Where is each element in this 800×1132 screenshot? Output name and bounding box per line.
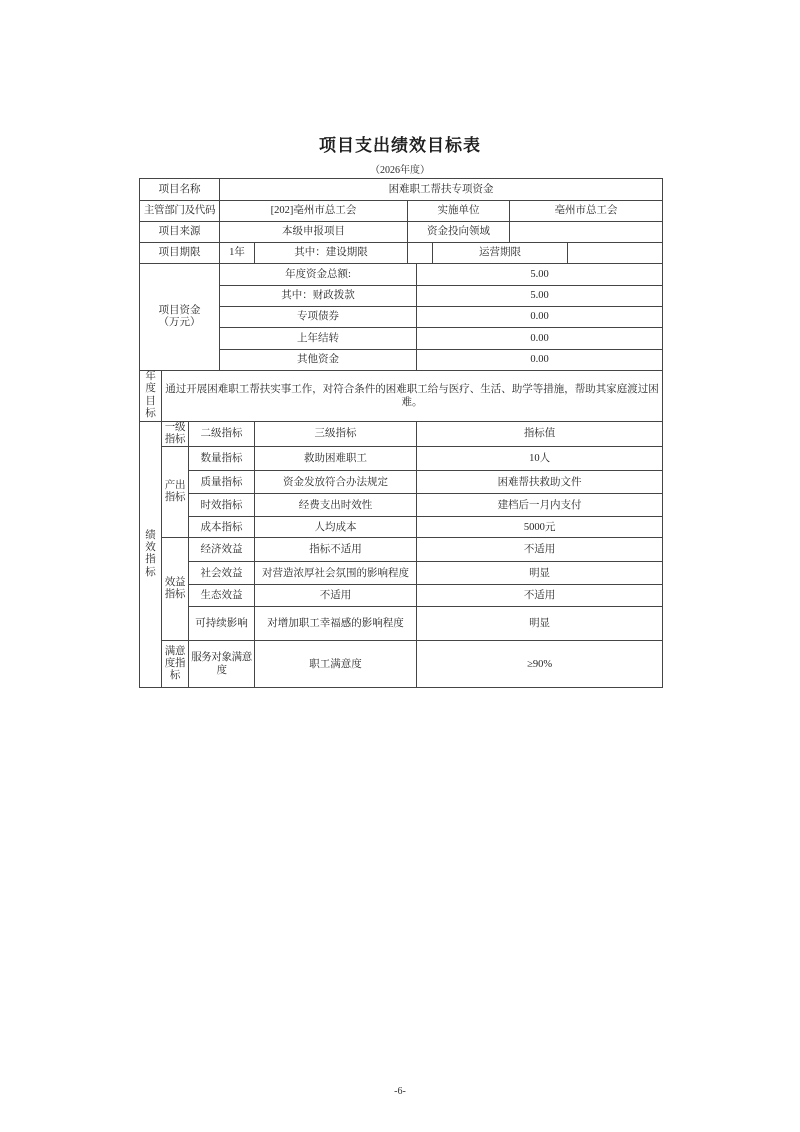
annual-goal-label: 年度 目标 [140,371,162,422]
output-quantity-l2: 数量指标 [189,447,255,471]
project-name-label: 项目名称 [140,179,220,201]
row-output-cost [140,517,663,538]
impl-unit-value: 亳州市总工会 [510,201,663,222]
funds-other-label: 其他资金 [220,350,417,371]
benefit-ecological-l2: 生态效益 [189,585,255,607]
benefit-ecological-l3: 不适用 [255,585,417,607]
benefit-social-l2: 社会效益 [189,562,255,585]
funds-bond-value: 0.00 [417,307,663,328]
benefit-group-label: 效益 指标 [162,538,189,641]
header-level3: 三级指标 [255,421,417,447]
operate-period-value [568,243,663,264]
benefit-economic-l2: 经济效益 [189,538,255,562]
benefit-ecological-value: 不适用 [417,585,663,607]
output-cost-l2: 成本指标 [189,517,255,538]
row-benefit-economic [140,538,663,562]
period-label: 项目期限 [140,243,220,264]
funds-carryover-label: 上年结转 [220,328,417,350]
row-benefit-ecological [140,585,663,607]
annual-goal-text: 通过开展困难职工帮扶实事工作，对符合条件的困难职工给与医疗、生活、助学等措施，帮助其家庭渡过困难。 [162,371,663,422]
output-quality-value: 困难帮扶救助文件 [417,471,663,494]
output-group-label: 产出 指标 [162,447,189,538]
invest-field-value [510,222,663,243]
benefit-economic-value: 不适用 [417,538,663,562]
row-source [140,222,663,243]
funds-other-value: 0.00 [417,350,663,371]
output-cost-value: 5000元 [417,517,663,538]
source-value: 本级申报项目 [220,222,408,243]
build-period-value [408,243,433,264]
row-satisfaction [140,641,663,688]
row-indicator-header [140,421,663,447]
funds-total-label: 年度资金总额: [220,264,417,286]
dept-value: [202]亳州市总工会 [220,201,408,222]
perf-side-label: 绩 效 指 标 [140,421,162,688]
row-funds-total [140,264,663,286]
output-timeliness-l3: 经费支出时效性 [255,494,417,517]
funds-fiscal-label: 其中：财政拨款 [220,286,417,307]
output-quality-l3: 资金发放符合办法规定 [255,471,417,494]
funds-fiscal-value: 5.00 [417,286,663,307]
row-benefit-social [140,562,663,585]
dept-label: 主管部门及代码 [140,201,220,222]
satisfaction-group-label: 满意 度指 标 [162,641,189,688]
output-timeliness-value: 建档后一月内支付 [417,494,663,517]
project-name-value: 困难职工帮扶专项资金 [220,179,663,201]
header-level1: 一级 指标 [162,421,189,447]
row-benefit-sustain [140,607,663,641]
funds-total-value: 5.00 [417,264,663,286]
funds-bond-label: 专项债券 [220,307,417,328]
row-annual-goal [140,371,663,422]
funds-carryover-value: 0.00 [417,328,663,350]
benefit-sustain-l3: 对增加职工幸福感的影响程度 [255,607,417,641]
row-project-name [140,179,663,201]
row-department [140,201,663,222]
row-output-quality [140,471,663,494]
output-quantity-l3: 救助困难职工 [255,447,417,471]
build-period-label: 其中：建设期限 [255,243,408,264]
row-period [140,243,663,264]
benefit-sustain-l2: 可持续影响 [189,607,255,641]
funds-label [140,264,220,371]
benefit-social-l3: 对营造浓厚社会氛围的影响程度 [255,562,417,585]
page-number: -6- [394,1086,406,1097]
benefit-economic-l3: 指标不适用 [255,538,417,562]
output-quantity-value: 10人 [417,447,663,471]
output-timeliness-l2: 时效指标 [189,494,255,517]
operate-period-label: 运营期限 [433,243,568,264]
doc-title: 项目支出绩效目标表 [319,136,481,155]
output-quality-l2: 质量指标 [189,471,255,494]
invest-field-label: 资金投向领域 [408,222,510,243]
funds-label-line1: 项目资金 [158,304,201,316]
benefit-social-value: 明显 [417,562,663,585]
funds-label-line2: （万元） [158,317,201,328]
row-output-quantity [140,447,663,471]
period-value: 1年 [220,243,255,264]
benefit-sustain-value: 明显 [417,607,663,641]
header-value: 指标值 [417,421,663,447]
doc-subtitle: （2026年度） [370,165,430,176]
output-cost-l3: 人均成本 [255,517,417,538]
row-output-timeliness [140,494,663,517]
satisfaction-l2: 服务对象满意度 [189,641,255,688]
satisfaction-l3: 职工满意度 [255,641,417,688]
source-label: 项目来源 [140,222,220,243]
performance-target-table [139,178,663,688]
header-level2: 二级指标 [189,421,255,447]
impl-unit-label: 实施单位 [408,201,510,222]
satisfaction-value: ≥90% [417,641,663,688]
